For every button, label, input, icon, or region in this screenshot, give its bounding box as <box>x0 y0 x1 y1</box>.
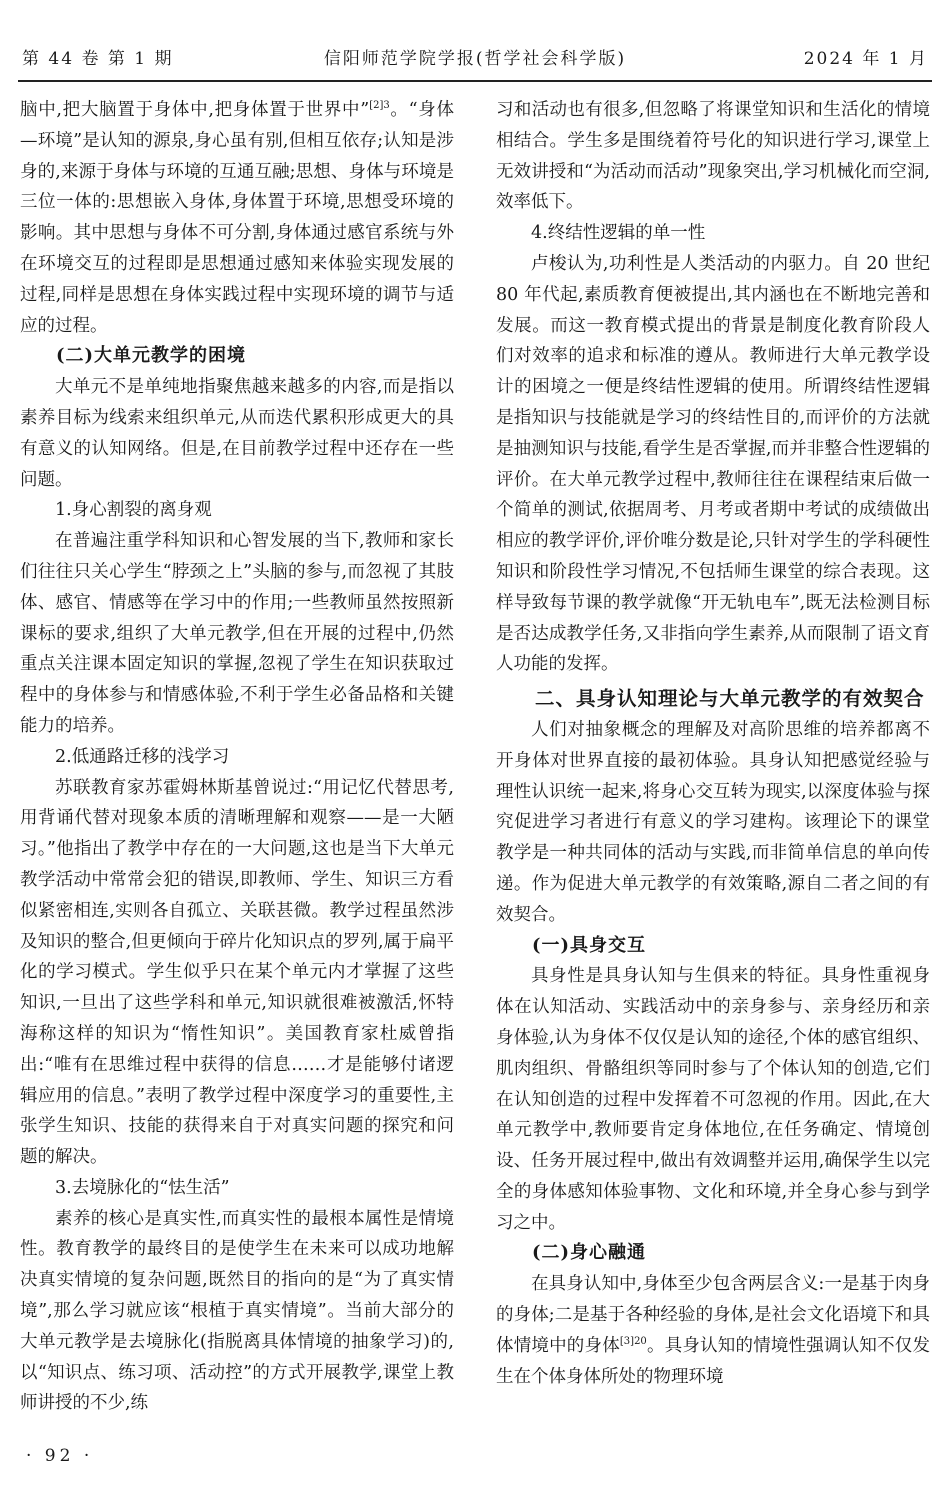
citation: [2]3 <box>369 100 390 112</box>
subsubsection-heading: 4.终结性逻辑的单一性 <box>531 223 706 244</box>
paragraph: 习和活动也有很多,但忽略了将课堂知识和生活化的情境相结合。学生多是围绕着符号化的知识进行学习,课堂上无效讲授和“为活动而活动”现象突出,学习机械化而空洞,效率低下。 <box>496 100 930 213</box>
paragraph: 在普遍注重学科知识和心智发展的当下,教师和家长们往往只关心学生“脖颈之上”头脑的参与,而忽视了其肢体、感官、情感等在学习中的作用;一些教师虽然按照新课标的要求,组织了大单元教学,但在开展的过程中,仍然重点关注课本固定知识的掌握,忽视了学生在知识获取过程中的身体参与和情感体验,不利于学生必备品格和关键能力的培养。 <box>20 531 454 736</box>
paragraph: 在具身认知中,身体至少包含两层含义:一是基于肉身的身体;二是基于各种经验的身体,是社会文化语境下和具体情境中的身体$^{[3]20}$。具身认知的情境性强调认知不仅发生在个体身体所处的物理环境 <box>496 1274 931 1387</box>
left-column <box>20 95 454 1419</box>
page-number: · 92 · <box>26 1446 94 1466</box>
header-rule <box>18 80 932 82</box>
subsubsection-heading: 1.身心割裂的离身观 <box>55 500 212 521</box>
subsubsection-heading: 3.去境脉化的“怯生活” <box>55 1177 230 1198</box>
section-heading: 二、具身认知理论与大单元教学的有效契合 <box>535 687 925 711</box>
paragraph: 大单元不是单纯地指聚焦越来越多的内容,而是指以素养目标为线索来组织单元,从而迭代累积形成更大的具有意义的认知网络。但是,在目前教学过程中还存在一些问题。 <box>20 377 454 490</box>
subsection-heading: (一)具身交互 <box>532 934 647 956</box>
paragraph: 具身性是具身认知与生俱来的特征。具身性重视身体在认知活动、实践活动中的亲身参与、亲身经历和亲身体验,认为身体不仅仅是认知的途径,个体的感官组织、肌肉组织、骨骼组织等同时参与了个体认知的创造,它们在认知创造的过程中发挥着不可忽视的作用。因此,在大单元教学中,教师要肯定身体地位,在任务确定、情境创设、任务开展过程中,做出有效调整并运用,确保学生以完全的身体感知体验事物、文化和环境,并全身心参与到学习之中。 <box>496 966 930 1233</box>
right-column <box>496 95 930 1392</box>
paragraph: 素养的核心是真实性,而真实性的最根本属性是情境性。教育教学的最终目的是使学生在未来可以成功地解决真实情境的复杂问题,既然目的指向的是“为了真实情境”,那么学习就应该“根植于真实情境”。当前大部分的大单元教学是去境脉化(指脱离具体情境的抽象学习)的,以“知识点、练习项、活动控”的方式开展教学,课堂上教师讲授的不少,练 <box>20 1208 454 1414</box>
paragraph: 人们对抽象概念的理解及对高阶思维的培养都离不开身体对世界直接的最初体验。具身认知把感觉经验与理性认识统一起来,将身心交互转为现实,以深度体验与探究促进学习者进行有意义的学习建构。该理论下的课堂教学是一种共同体的活动与实践,而非简单信息的单向传递。作为促进大单元教学的有效策略,源自二者之间的有效契合。 <box>496 719 930 925</box>
running-header <box>22 44 928 76</box>
subsubsection-heading: 2.低通路迁移的浅学习 <box>55 746 230 767</box>
subsection-heading: (二)身心融通 <box>532 1242 647 1264</box>
journal-title: 信阳师范学院学报(哲学社会科学版) <box>323 49 627 69</box>
volume-issue: 第 44 卷 第 1 期 <box>22 49 174 69</box>
citation: [3]20 <box>619 1336 647 1348</box>
paragraph: 卢梭认为,功利性是人类活动的内驱力。自 20 世纪 80 年代起,素质教育便被提出,其内涵也在不断地完善和发展。而这一教育模式提出的背景是制度化教育阶段人们对效率的追求和标准的遵从。教师进行大单元教学设计的困境之一便是终结性逻辑的使用。所谓终结性逻辑是指知识与技能就是学习的终结性目的,而评价的方法就是抽测知识与技能,看学生是否掌握,而并非整合性逻辑的评价。在大单元教学过程中,教师往往在课程结束后做一个简单的测试,依据周考、月考或者期中考试的成绩做出相应的教学评价,评价唯分数是论,只针对学生的学科硬性知识和阶段性学习情况,不包括师生课堂的综合表现。这样导致每节课的教学就像“开无轨电车”,既无法检测目标是否达成教学任务,又非指向学生素养,从而限制了语文育人功能的发挥。 <box>496 253 930 675</box>
issue-date: 2024 年 1 月 <box>803 49 928 69</box>
paragraph: 脑中,把大脑置于身体中,把身体置于世界中”$^{[2]3}$。“身体—环境”是认知的源泉,身心虽有别,但相互依存;认知是涉身的,来源于身体与环境的互通互融;思想、身体与环境是三位一体的:思想嵌入身体,身体置于环境,思想受环境的影响。其中思想与身体不可分割,身体通过感官系统与外在环境交互的过程即是思想通过感知来体验实现发展的过程,同样是思想在身体实践过程中实现环境的调节与适应的过程。 <box>20 100 454 336</box>
paragraph: 苏联教育家苏霍姆林斯基曾说过:“用记忆代替思考,用背诵代替对现象本质的清晰理解和观察——是一大陋习。”他指出了教学中存在的一大问题,这也是当下大单元教学活动中常常会犯的错误,即教师、学生、知识三方看似紧密相连,实则各自孤立、关联甚微。教学过程虽然涉及知识的整合,但更倾向于碎片化知识点的罗列,属于扁平化的学习模式。学生似乎只在某个单元内才掌握了这些知识,一旦出了这些学科和单元,知识就很难被激活,怀特海称这样的知识为“惰性知识”。美国教育家杜威曾指出:“唯有在思维过程中获得的信息……才是能够付诸逻辑应用的信息。”表明了教学过程中深度学习的重要性,主张学生知识、技能的获得来自于对真实问题的探究和问题的解决。 <box>20 777 454 1168</box>
subsection-heading: (二)大单元教学的困境 <box>56 345 247 367</box>
